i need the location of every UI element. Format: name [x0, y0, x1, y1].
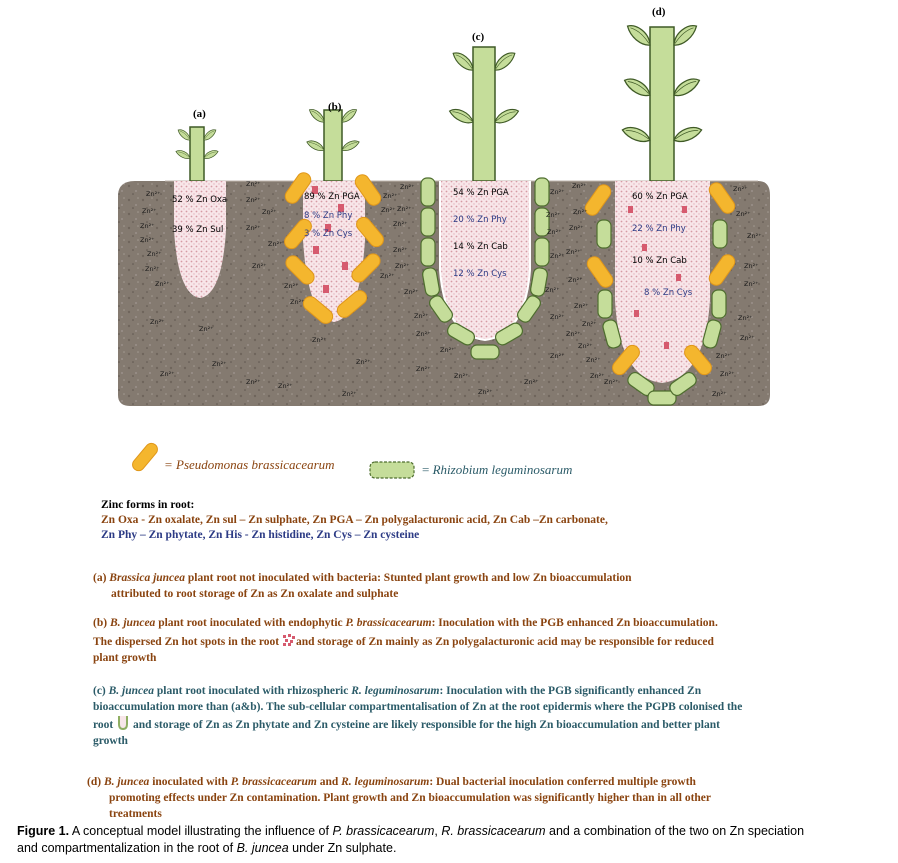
- zn-ion-label: Zn²⁺: [744, 280, 759, 288]
- description-d: (d) B. juncea inoculated with P. brassicacearum and R. leguminosarum: Dual bacterial inoculation conferred multiple growth promoting effects under Zn contamination. Plant growth and Zn bioaccumulation was significantly higher than in all other treatments: [87, 776, 711, 820]
- zn-ion-label: Zn²⁺: [380, 272, 395, 280]
- zn-ion-label: Zn²⁺: [733, 185, 748, 193]
- plant-c: [448, 47, 521, 181]
- zn-ion-label: Zn²⁺: [393, 246, 408, 254]
- zn-ion-label: Zn²⁺: [342, 390, 357, 398]
- pseudomonas-legend-label: = Pseudomonas brassicacearum: [164, 457, 335, 472]
- root-c-forms: [453, 187, 509, 280]
- zn-ion-label: Zn²⁺: [550, 252, 565, 260]
- zn-form-label: 3 % Zn Cys: [304, 229, 353, 239]
- zn-ion-label: Zn²⁺: [604, 378, 619, 386]
- root-epidermis-icon: [116, 715, 130, 731]
- panel-label-b: (b): [328, 101, 342, 113]
- zn-ion-label: Zn²⁺: [147, 250, 162, 258]
- zn-ion-label: Zn²⁺: [252, 262, 267, 270]
- zn-ion-label: Zn²⁺: [736, 210, 751, 218]
- panel-label-d: (d): [652, 6, 666, 18]
- zn-ion-label: Zn²⁺: [400, 183, 415, 191]
- rhizobium-legend-label: [422, 462, 572, 478]
- zn-ion-label: Zn²⁺: [199, 325, 214, 333]
- zn-ion-label: Zn²⁺: [246, 180, 261, 188]
- zn-ion-label: Zn²⁺: [744, 262, 759, 270]
- zn-form-label: 8 % Zn Phy: [304, 211, 353, 221]
- zn-ion-label: Zn²⁺: [550, 188, 565, 196]
- zn-ion-label: Zn²⁺: [578, 342, 593, 350]
- zn-ion-label: Zn²⁺: [747, 232, 762, 240]
- root-b-forms: [304, 192, 360, 239]
- zn-ion-label: Zn²⁺: [569, 224, 584, 232]
- zn-ion-label: Zn²⁺: [547, 228, 562, 236]
- zn-hotspot-icon: [282, 634, 296, 646]
- zn-ion-label: Zn²⁺: [290, 298, 305, 306]
- root-d-forms: [632, 191, 692, 299]
- plant-a: [175, 127, 219, 181]
- zn-ion-label: Zn²⁺: [393, 220, 408, 228]
- rhizobium-legend-name: Rhizobium leguminosarum: [432, 462, 573, 477]
- zn-ion-label: Zn²⁺: [568, 276, 583, 284]
- rhizobium-legend-icon: [368, 460, 416, 480]
- description-c: (c) B. juncea plant root inoculated with rhizospheric R. leguminosarum: Inoculation with the PGB significantly enhanced Zn bioaccumulation more than (a&b). The sub-cellular compartmentalisation of Zn at the root epidermis where the PGPB colonised the root and storage of Zn as Zn phytate and Zn cysteine are likely responsible for the high Zn bioaccumulation and better plant growth: [93, 685, 743, 747]
- description-b: (b) B. juncea plant root inoculated with endophytic P. brassicacearum: Inoculation with the PGB enhanced Zn bioaccumulation. The dispersed Zn hot spots in the root and storage of Zn mainly as Zn polygalacturonic acid may be responsible for reduced plant growth: [93, 617, 718, 664]
- zn-form-label: 10 % Zn Cab: [632, 256, 687, 266]
- zn-ion-label: Zn²⁺: [381, 206, 396, 214]
- zn-ion-label: Zn²⁺: [212, 360, 227, 368]
- zn-ion-label: Zn²⁺: [740, 334, 755, 342]
- zn-ion-label: Zn²⁺: [284, 282, 299, 290]
- zn-form-label: 12 % Zn Cys: [453, 269, 507, 279]
- zn-form-label: 89 % Zn PGA: [304, 192, 360, 202]
- zn-ion-label: Zn²⁺: [278, 382, 293, 390]
- zn-form-label: 52 % Zn Oxa: [172, 195, 228, 205]
- description-a: (a) Brassica juncea plant root not inoculated with bacteria: Stunted plant growth and low Zn bioaccumulation attributed to root storage of Zn as Zn oxalate and sulphate: [93, 572, 632, 600]
- zn-form-label: 22 % Zn Phy: [632, 224, 686, 234]
- zn-ion-label: Zn²⁺: [312, 336, 327, 344]
- root-a-forms: [172, 195, 227, 235]
- zn-form-label: 14 % Zn Cab: [453, 242, 508, 252]
- zn-ion-label: Zn²⁺: [416, 365, 431, 373]
- zn-ion-label: Zn²⁺: [545, 286, 560, 294]
- zn-ion-label: Zn²⁺: [738, 314, 753, 322]
- conceptual-model-figure: [0, 0, 898, 430]
- zn-ion-label: Zn²⁺: [566, 330, 581, 338]
- zn-ion-label: Zn²⁺: [716, 352, 731, 360]
- zn-ion-label: Zn²⁺: [140, 222, 155, 230]
- zn-ion-label: Zn²⁺: [582, 320, 597, 328]
- zn-ion-label: Zn²⁺: [524, 378, 539, 386]
- zn-ion-label: Zn²⁺: [155, 280, 170, 288]
- zinc-forms-line-2: Zn Phy – Zn phytate, Zn His - Zn histidine, Zn Cys – Zn cysteine: [101, 529, 420, 541]
- zn-ion-label: Zn²⁺: [150, 318, 165, 326]
- zn-ion-label: Zn²⁺: [573, 208, 588, 216]
- zn-ion-label: Zn²⁺: [146, 190, 161, 198]
- zn-ion-label: Zn²⁺: [478, 388, 493, 396]
- zn-form-label: 60 % Zn PGA: [632, 192, 688, 202]
- rhizobium-legend-eq: =: [422, 462, 433, 477]
- zinc-forms-line-1: Zn Oxa - Zn oxalate, Zn sul – Zn sulphate, Zn PGA – Zn polygalacturonic acid, Zn Cab –Zn carbonate,: [101, 514, 608, 526]
- plant-b: [305, 108, 360, 181]
- zn-ion-label: Zn²⁺: [268, 240, 283, 248]
- plant-d: [621, 23, 703, 181]
- zn-form-label: 54 % Zn PGA: [453, 188, 509, 198]
- zn-ion-label: Zn²⁺: [550, 352, 565, 360]
- zn-ion-label: Zn²⁺: [572, 182, 587, 190]
- zn-form-label: 20 % Zn Phy: [453, 215, 507, 225]
- zn-ion-label: Zn²⁺: [262, 208, 277, 216]
- zn-ion-label: Zn²⁺: [414, 312, 429, 320]
- zn-ion-label: Zn²⁺: [246, 196, 261, 204]
- zn-ion-label: Zn²⁺: [395, 262, 410, 270]
- zn-ion-label: Zn²⁺: [440, 346, 455, 354]
- zn-ion-label: Zn²⁺: [397, 205, 412, 213]
- zn-ion-label: Zn²⁺: [546, 211, 561, 219]
- zn-ion-label: Zn²⁺: [586, 356, 601, 364]
- zn-ion-label: Zn²⁺: [454, 372, 469, 380]
- zn-ion-label: Zn²⁺: [246, 224, 261, 232]
- zn-ion-label: Zn²⁺: [383, 192, 398, 200]
- zn-ion-label: Zn²⁺: [566, 248, 581, 256]
- zn-ion-label: Zn²⁺: [160, 370, 175, 378]
- pseudomonas-legend-icon: [130, 440, 160, 474]
- zn-ion-label: Zn²⁺: [416, 330, 431, 338]
- zn-form-label: 8 % Zn Cys: [644, 288, 693, 298]
- panel-label-a: (a): [193, 108, 206, 120]
- zn-ion-label: Zn²⁺: [550, 313, 565, 321]
- figure-caption: Figure 1. A conceptual model illustrating the influence of P. brassicacearum, R. brassicacearum and a combination of the two on Zn speciation and compartmentalization in the root of B. juncea under Zn sulphate.: [17, 824, 805, 855]
- zn-ion-label: Zn²⁺: [712, 390, 727, 398]
- zn-ion-label: Zn²⁺: [140, 236, 155, 244]
- zn-ion-label: Zn²⁺: [142, 207, 157, 215]
- zn-ion-label: Zn²⁺: [356, 358, 371, 366]
- zn-ion-label: Zn²⁺: [246, 378, 261, 386]
- panel-label-c: (c): [472, 31, 485, 43]
- zn-ion-label: Zn²⁺: [590, 372, 605, 380]
- zn-ion-label: Zn²⁺: [574, 302, 589, 310]
- zinc-forms-heading: Zinc forms in root:: [101, 499, 195, 511]
- zn-ion-label: Zn²⁺: [404, 288, 419, 296]
- zn-ion-label: Zn²⁺: [720, 370, 735, 378]
- zn-ion-label: Zn²⁺: [145, 265, 160, 273]
- zn-form-label: 39 % Zn Sul: [172, 225, 224, 235]
